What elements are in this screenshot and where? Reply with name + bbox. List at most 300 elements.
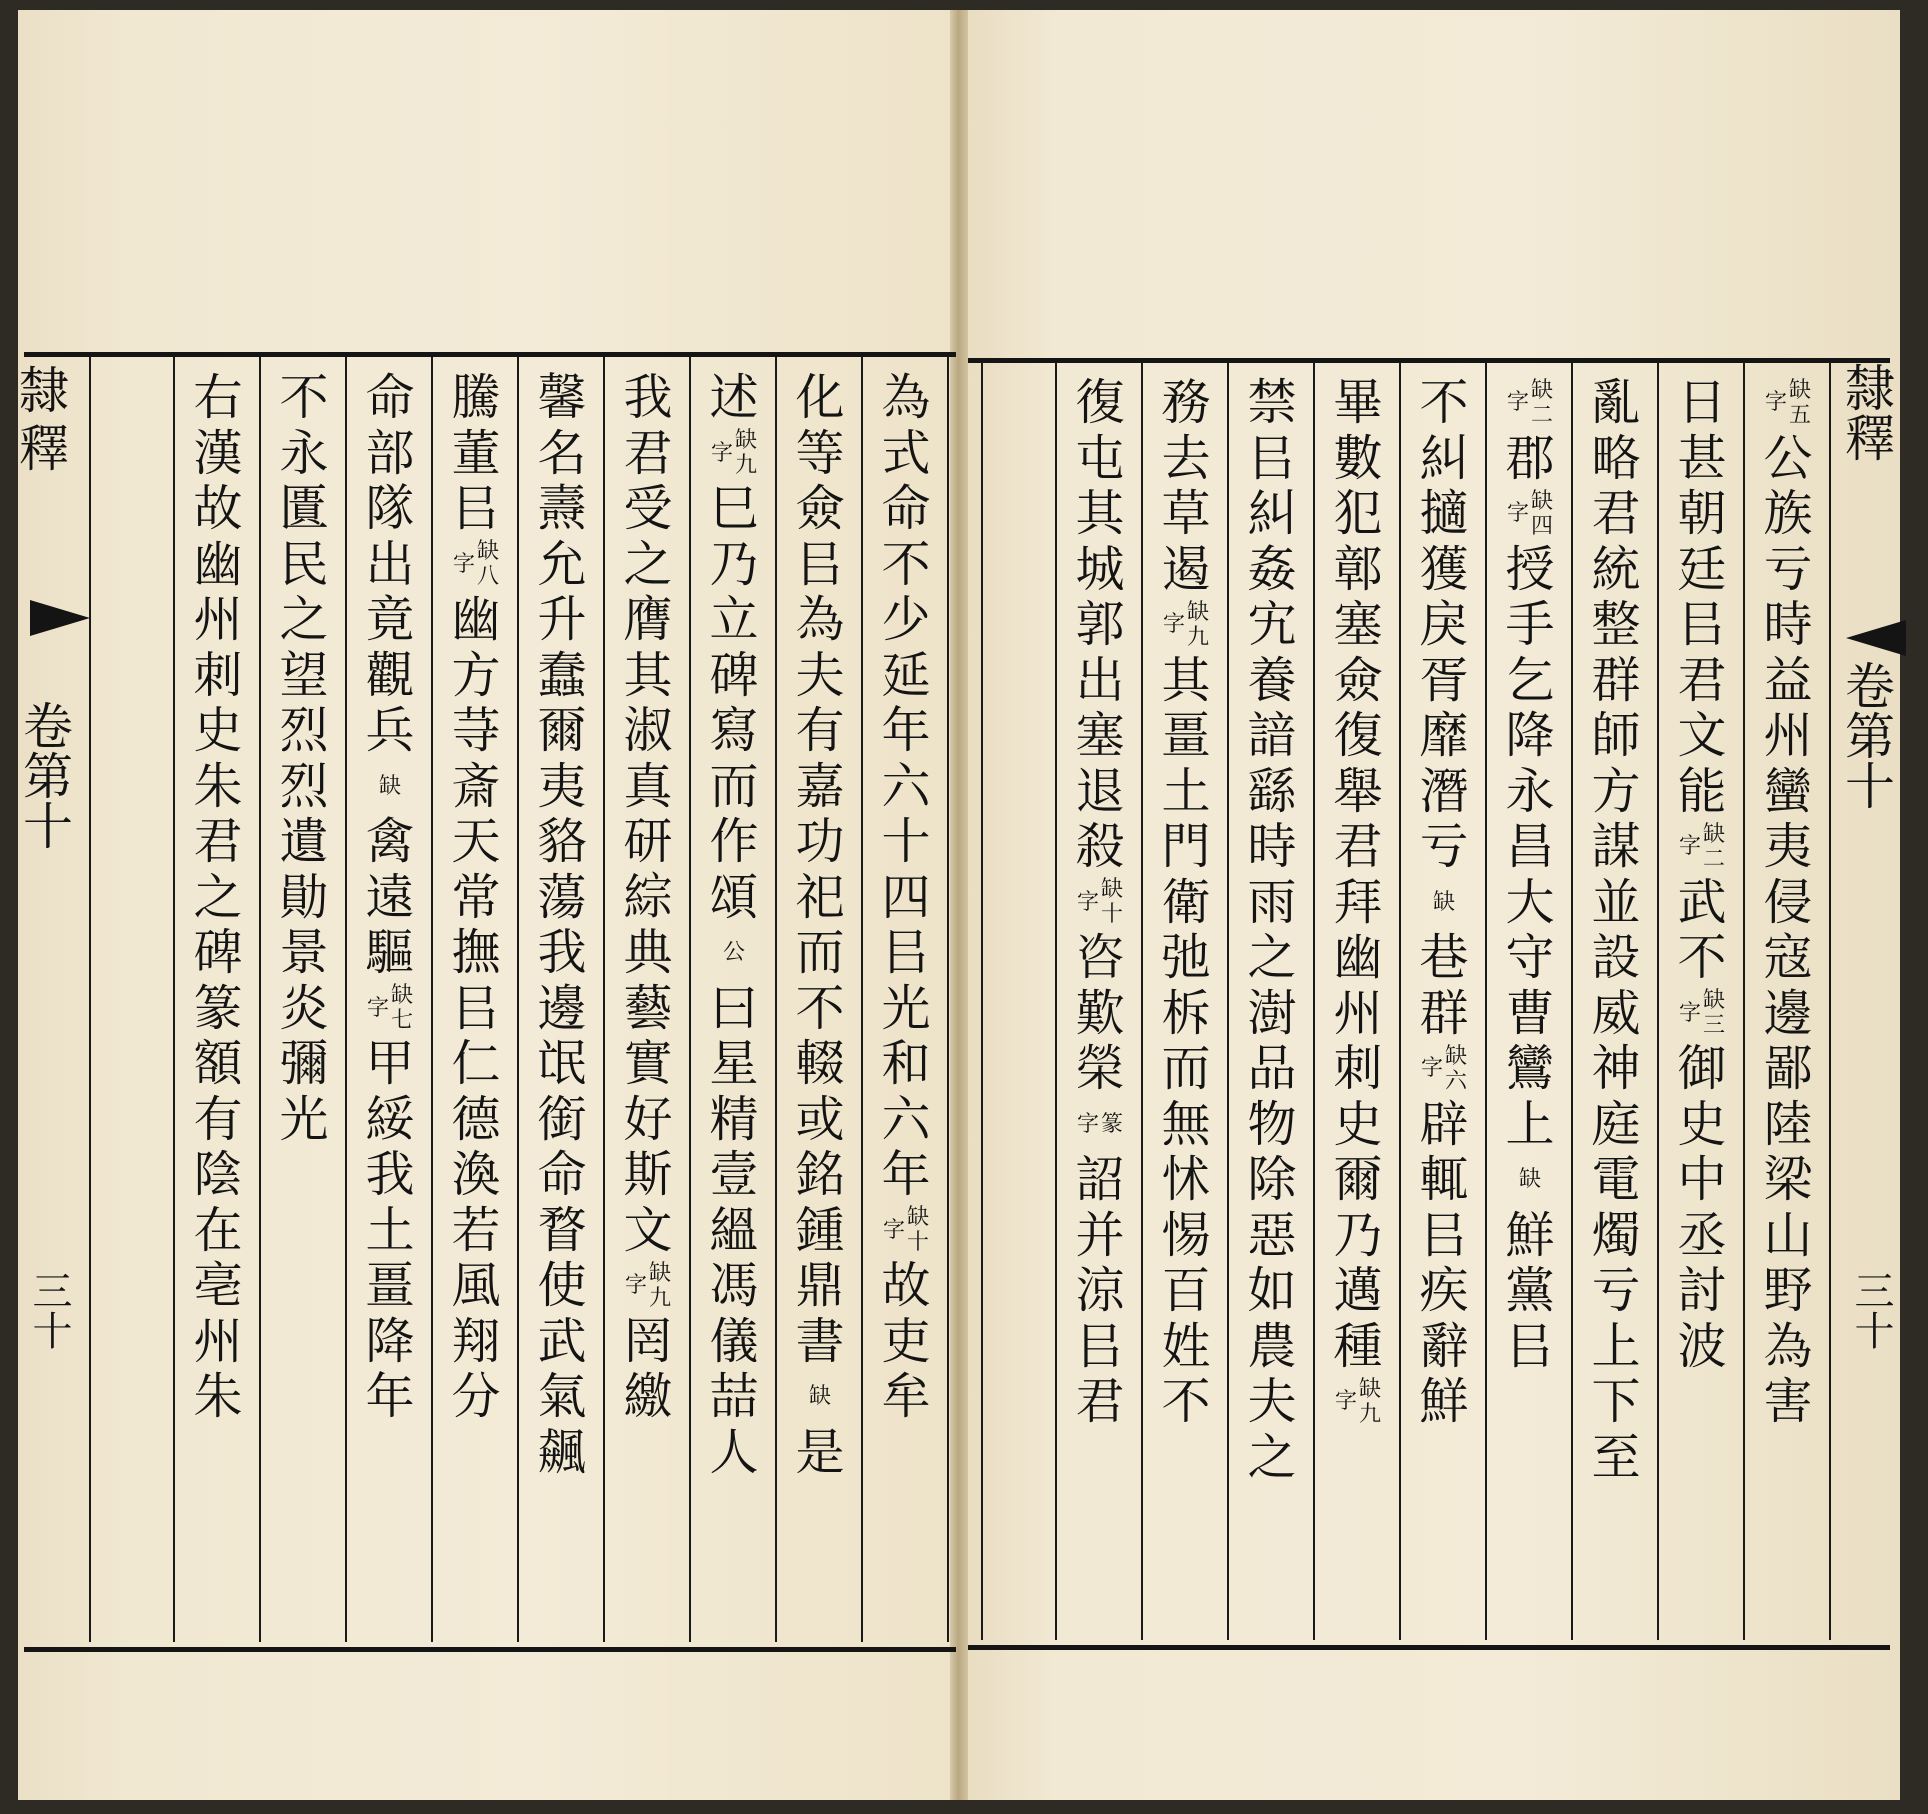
text-character: 糾	[1247, 485, 1297, 542]
text-character: 之	[623, 535, 673, 593]
text-character: 漢	[193, 424, 243, 482]
text-character: 受	[623, 480, 673, 537]
text-character: 分	[451, 1368, 501, 1425]
text-character: 夷	[1763, 818, 1813, 875]
text-character: 膺	[623, 591, 673, 648]
text-character: 州	[1763, 707, 1813, 764]
text-character: 其	[1075, 485, 1125, 542]
text-character: 之	[1247, 1428, 1297, 1486]
text-character: 柝	[1161, 984, 1211, 1042]
text-character: 侵	[1763, 873, 1813, 931]
lacuna-note-line	[1334, 1374, 1358, 1430]
text-character: 略	[1591, 429, 1641, 487]
note-character: 缺	[808, 1384, 831, 1410]
lacuna-note-line	[624, 1258, 648, 1314]
text-character: 碑	[193, 924, 243, 981]
text-character: 氣	[537, 1368, 587, 1425]
text-character: 群	[1419, 984, 1469, 1042]
text-character: 有	[795, 702, 845, 759]
lacuna-note-line	[710, 426, 734, 482]
right-fishtail-mark	[1846, 620, 1906, 656]
text-character: 種	[1333, 1317, 1383, 1375]
text-character: 而	[795, 924, 845, 981]
text-character: 罔	[623, 1312, 673, 1370]
note-character: 十	[1100, 902, 1123, 928]
text-character: 㠯	[1419, 1206, 1469, 1264]
text-character: 數	[1333, 429, 1383, 487]
note-character: 六	[1444, 1068, 1467, 1094]
text-character: 壹	[709, 1146, 759, 1203]
left-text-column	[446, 370, 506, 1425]
text-character: 乞	[1505, 651, 1555, 709]
text-character: 而	[709, 757, 759, 815]
text-character: 胥	[1419, 651, 1469, 709]
text-character: 在	[193, 1201, 243, 1259]
text-character: 屯	[1075, 429, 1125, 487]
lacuna-note-line	[648, 1258, 672, 1314]
text-character: 降	[1505, 707, 1555, 764]
text-character: 銜	[537, 1090, 587, 1148]
text-character: 威	[1591, 984, 1641, 1042]
text-character: 永	[279, 424, 329, 482]
lacuna-note-line	[1444, 1041, 1468, 1097]
text-character: 土	[1161, 762, 1211, 820]
right-text-column	[1070, 375, 1130, 1430]
text-character: 大	[1505, 873, 1555, 931]
text-character: 光	[881, 979, 931, 1037]
note-character: 八	[476, 564, 499, 590]
lacuna-note-line	[1506, 375, 1530, 431]
text-character: 亏	[1419, 818, 1469, 875]
text-character: 儀	[709, 1312, 759, 1370]
text-character: 歎	[1075, 984, 1125, 1042]
lacuna-note-line	[1764, 375, 1788, 431]
text-character: 藝	[623, 979, 673, 1037]
lacuna-note	[1758, 375, 1818, 431]
text-character: 亳	[193, 1257, 243, 1314]
text-character: 其	[623, 646, 673, 704]
left-column-rule	[259, 357, 261, 1642]
text-character: 惡	[1247, 1206, 1297, 1264]
text-character: 畺	[1161, 707, 1211, 764]
note-character: 九	[648, 1285, 671, 1311]
note-character: 字	[1076, 1111, 1099, 1137]
lacuna-note-line	[1518, 1152, 1542, 1208]
text-character: 命	[881, 480, 931, 537]
right-margin-fascicle	[1836, 660, 1896, 810]
text-character: 史	[1677, 1095, 1727, 1153]
text-character: 刺	[1333, 1040, 1383, 1097]
text-character: 騰	[451, 369, 501, 426]
note-character: 字	[366, 995, 389, 1021]
note-character: 缺	[648, 1260, 671, 1286]
text-character: 朱	[193, 1368, 243, 1425]
text-character: 研	[623, 813, 673, 870]
text-character: 頌	[709, 868, 759, 926]
text-character: 日	[1677, 374, 1727, 431]
text-character: 犯	[1333, 485, 1383, 542]
right-column-rule	[1055, 362, 1057, 1640]
text-character: 除	[1247, 1151, 1297, 1208]
lacuna-note	[1500, 1152, 1560, 1208]
right-margin-page-number: 三十	[1848, 1270, 1894, 1350]
text-character: 綏	[365, 1090, 415, 1148]
text-character: 復	[1333, 707, 1383, 764]
text-character: 甲	[365, 1035, 415, 1092]
text-character: 篆	[193, 979, 243, 1037]
text-character: 若	[451, 1201, 501, 1259]
text-character: 常	[451, 868, 501, 926]
text-character: 使	[537, 1257, 587, 1314]
text-character: 夫	[1247, 1373, 1297, 1430]
text-character: 祀	[795, 868, 845, 926]
text-character: 年	[881, 702, 931, 759]
note-character: 三	[1702, 1013, 1725, 1039]
text-character: 人	[709, 1423, 759, 1481]
text-character: 竟	[365, 591, 415, 648]
text-character: 史	[193, 702, 243, 759]
text-character: 精	[709, 1090, 759, 1148]
text-character: 化	[795, 369, 845, 426]
text-character: 燭	[1591, 1206, 1641, 1264]
text-character: 塞	[1075, 707, 1125, 764]
text-character: 品	[1247, 1040, 1297, 1097]
right-margin-fascicle-text: 卷第十	[1837, 660, 1895, 810]
text-character: 年	[365, 1368, 415, 1425]
text-character: 君	[1591, 485, 1641, 542]
text-character: 下	[1591, 1373, 1641, 1430]
text-character: 僉	[795, 480, 845, 537]
lacuna-note	[446, 537, 506, 593]
note-character: 缺	[1530, 488, 1553, 514]
lacuna-note-line	[734, 426, 758, 482]
text-character: 永	[1505, 762, 1555, 820]
note-character: 四	[1530, 513, 1553, 539]
right-margin-title	[1836, 362, 1896, 462]
note-character: 缺	[1788, 377, 1811, 403]
text-character: 綜	[623, 868, 673, 926]
text-character: 幽	[193, 535, 243, 593]
text-character: 董	[451, 424, 501, 482]
text-character: 無	[1161, 1095, 1211, 1153]
text-character: 武	[537, 1312, 587, 1370]
text-character: 君	[623, 424, 673, 482]
lacuna-note-line	[366, 981, 390, 1037]
text-character: 我	[623, 369, 673, 426]
margin-page-number: 三十	[26, 1270, 72, 1350]
note-character: 缺	[390, 983, 413, 1009]
lacuna-note	[704, 426, 764, 482]
lacuna-note-line	[722, 925, 746, 981]
text-character: 整	[1591, 596, 1641, 653]
text-character: 弛	[1161, 929, 1211, 986]
text-character: 光	[279, 1090, 329, 1148]
text-character: 黨	[1505, 1262, 1555, 1319]
text-character: 拜	[1333, 873, 1383, 931]
text-character: 族	[1763, 485, 1813, 542]
text-character: 武	[1677, 873, 1727, 931]
text-character: 不	[795, 979, 845, 1037]
text-character: 立	[709, 591, 759, 648]
text-character: 鮮	[1419, 1373, 1469, 1430]
lacuna-note	[1070, 1097, 1130, 1153]
text-character: 年	[881, 1146, 931, 1203]
text-character: 瞀	[537, 1201, 587, 1259]
text-character: 牟	[881, 1368, 931, 1425]
text-character: 農	[1247, 1317, 1297, 1375]
left-column-rule	[603, 357, 605, 1642]
text-character: 飆	[537, 1423, 587, 1481]
text-character: 吏	[881, 1312, 931, 1370]
right-margin-page	[1836, 1270, 1896, 1350]
text-character: 蠻	[1763, 762, 1813, 820]
note-character: 字	[1506, 390, 1529, 416]
text-character: 討	[1677, 1262, 1727, 1319]
text-character: 城	[1075, 540, 1125, 598]
text-character: 貉	[537, 813, 587, 870]
text-character: 畢	[1333, 374, 1383, 431]
text-character: 䒭	[451, 702, 501, 759]
left-text-column	[188, 370, 248, 1425]
text-character: 并	[1075, 1206, 1125, 1264]
lacuna-note-line	[1702, 986, 1726, 1042]
lacuna-note-line	[476, 537, 500, 593]
text-character: 和	[881, 1035, 931, 1092]
note-character: 二	[1702, 846, 1725, 872]
text-character: 縕	[709, 1201, 759, 1259]
text-character: 姓	[1161, 1317, 1211, 1375]
text-character: 右	[193, 369, 243, 426]
lacuna-note-line	[882, 1203, 906, 1259]
text-character: 養	[1247, 651, 1297, 709]
text-character: 仁	[451, 1035, 501, 1092]
lacuna-note-line	[1506, 486, 1530, 542]
left-margin-fascicle	[14, 700, 74, 850]
text-character: 渙	[451, 1146, 501, 1203]
left-margin-title	[14, 362, 74, 478]
text-character: 德	[451, 1090, 501, 1148]
text-character: 為	[1763, 1317, 1813, 1375]
text-character: 淑	[623, 702, 673, 759]
text-character: 有	[193, 1090, 243, 1148]
note-character: 缺	[476, 539, 499, 565]
lacuna-note-line	[378, 759, 402, 815]
text-character: 六	[881, 757, 931, 815]
text-character: 㠯	[795, 535, 845, 593]
right-column-rule	[1313, 362, 1315, 1640]
text-character: 或	[795, 1090, 845, 1148]
text-character: 時	[1247, 818, 1297, 875]
text-character: 銘	[795, 1146, 845, 1203]
margin-fascicle: 卷第十	[15, 700, 73, 850]
note-character: 缺	[1100, 877, 1123, 903]
left-column-rule	[431, 357, 433, 1642]
text-character: 烈	[279, 702, 329, 759]
note-character: 字	[624, 1273, 647, 1299]
text-character: 喆	[709, 1368, 759, 1425]
text-character: 門	[1161, 818, 1211, 875]
text-character: 命	[365, 369, 415, 426]
right-column-rule	[1743, 362, 1745, 1640]
text-character: 咨	[1075, 929, 1125, 986]
text-character: 少	[881, 591, 931, 648]
text-character: 巷	[1419, 929, 1469, 986]
lacuna-note	[1328, 1374, 1388, 1430]
text-character: 隊	[365, 480, 415, 537]
text-character: 景	[279, 924, 329, 981]
text-character: 嘉	[795, 757, 845, 815]
text-character: 擿	[1419, 485, 1469, 542]
lacuna-note-line	[452, 537, 476, 593]
left-text-column	[360, 370, 420, 1425]
text-character: 糾	[1419, 429, 1469, 487]
text-character: 僉	[1333, 651, 1383, 709]
lacuna-note-line	[1076, 875, 1100, 931]
left-column-rule	[947, 357, 949, 1642]
text-character: 馮	[709, 1257, 759, 1314]
note-character: 缺	[1444, 1043, 1467, 1069]
text-character: 潛	[1419, 762, 1469, 820]
lacuna-note	[1672, 819, 1732, 875]
text-character: 不	[881, 535, 931, 593]
text-character: 刺	[193, 646, 243, 704]
text-character: 實	[623, 1035, 673, 1092]
text-character: 乃	[1333, 1206, 1383, 1264]
text-character: 州	[1333, 984, 1383, 1042]
left-margin-page	[14, 1270, 74, 1350]
text-character: 鍾	[795, 1201, 845, 1259]
lacuna-note	[1672, 986, 1732, 1042]
text-character: 上	[1591, 1317, 1641, 1375]
text-character: 謀	[1591, 818, 1641, 875]
text-character: 遺	[279, 813, 329, 870]
text-character: 邁	[1333, 1262, 1383, 1319]
text-character: 上	[1505, 1095, 1555, 1153]
text-character: 姦	[1247, 540, 1297, 598]
text-character: 十	[881, 813, 931, 870]
right-column-rule	[1227, 362, 1229, 1640]
text-character: 草	[1161, 485, 1211, 542]
lacuna-note	[876, 1203, 936, 1259]
text-character: 能	[1677, 762, 1727, 820]
text-character: 靡	[1419, 707, 1469, 764]
lacuna-note-line	[1678, 819, 1702, 875]
note-character: 缺	[1186, 599, 1209, 625]
lacuna-note-line	[1678, 986, 1702, 1042]
text-character: 名	[537, 424, 587, 482]
note-character: 字	[1678, 1000, 1701, 1026]
note-character: 字	[1162, 612, 1185, 638]
text-character: 蕩	[537, 868, 587, 926]
text-character: 郭	[1075, 596, 1125, 653]
text-character: 物	[1247, 1095, 1297, 1153]
right-column-rule	[1485, 362, 1487, 1640]
text-character: 亂	[1591, 374, 1641, 431]
text-character: 公	[1763, 429, 1813, 487]
text-character: 亏	[1763, 540, 1813, 598]
text-character: 不	[1677, 929, 1727, 986]
margin-book-title: 隸釋	[19, 362, 69, 478]
lacuna-note-line	[906, 1203, 930, 1259]
text-character: 為	[795, 591, 845, 648]
text-character: 益	[1763, 651, 1813, 709]
text-character: 土	[365, 1201, 415, 1259]
note-character: 字	[882, 1217, 905, 1243]
text-character: 電	[1591, 1151, 1641, 1208]
text-character: 撫	[451, 924, 501, 981]
right-column-rule	[981, 362, 983, 1640]
text-character: 退	[1075, 762, 1125, 820]
lacuna-note	[1070, 875, 1130, 931]
right-text-column	[1586, 375, 1646, 1485]
left-column-rule	[861, 357, 863, 1642]
text-character: 波	[1677, 1317, 1727, 1375]
text-character: 害	[1763, 1373, 1813, 1430]
note-character: 缺	[378, 773, 401, 799]
right-text-column	[1758, 375, 1818, 1430]
note-character: 二	[1530, 402, 1553, 428]
text-character: 文	[623, 1201, 673, 1259]
text-character: 寇	[1763, 929, 1813, 986]
text-character: 六	[881, 1090, 931, 1148]
left-column-rule	[689, 357, 691, 1642]
left-column-rule	[173, 357, 175, 1642]
text-character: 神	[1591, 1040, 1641, 1097]
text-character: 為	[881, 369, 931, 426]
left-text-column	[790, 370, 850, 1480]
text-character: 獲	[1419, 540, 1469, 598]
text-character: 降	[365, 1312, 415, 1370]
text-character: 君	[1075, 1373, 1125, 1430]
text-character: 星	[709, 1035, 759, 1092]
text-character: 彌	[279, 1035, 329, 1092]
text-character: 燾	[537, 480, 587, 537]
lacuna-note-line	[1358, 1374, 1382, 1430]
text-character: 君	[193, 813, 243, 870]
left-fishtail-mark	[30, 600, 90, 636]
note-character: 九	[734, 453, 757, 479]
lacuna-note-line	[1100, 1097, 1124, 1153]
text-character: 部	[365, 424, 415, 482]
text-character: 百	[1161, 1262, 1211, 1319]
text-character: 鼎	[795, 1257, 845, 1314]
lacuna-note	[1500, 375, 1560, 431]
text-character: 亏	[1591, 1262, 1641, 1319]
note-character: 缺	[1518, 1167, 1541, 1193]
right-column-rule	[1657, 362, 1659, 1640]
text-character: 御	[1677, 1040, 1727, 1097]
lacuna-note	[618, 1258, 678, 1314]
note-character: 九	[1358, 1401, 1381, 1427]
text-character: 衛	[1161, 873, 1211, 931]
lacuna-note-line	[1186, 597, 1210, 653]
text-character: 斎	[451, 757, 501, 815]
text-character: 四	[881, 868, 931, 926]
text-character: 好	[623, 1090, 673, 1148]
text-character: 史	[1333, 1095, 1383, 1153]
text-character: 升	[537, 591, 587, 648]
note-character: 字	[1764, 390, 1787, 416]
text-character: 炎	[279, 979, 329, 1037]
text-character: 書	[795, 1312, 845, 1370]
text-character: 式	[881, 424, 931, 482]
note-character: 篆	[1100, 1111, 1123, 1137]
note-character: 十	[906, 1230, 929, 1256]
text-character: 諳	[1247, 707, 1297, 764]
text-character: 巳	[709, 480, 759, 537]
lacuna-note-line	[1702, 819, 1726, 875]
text-character: 庭	[1591, 1095, 1641, 1153]
